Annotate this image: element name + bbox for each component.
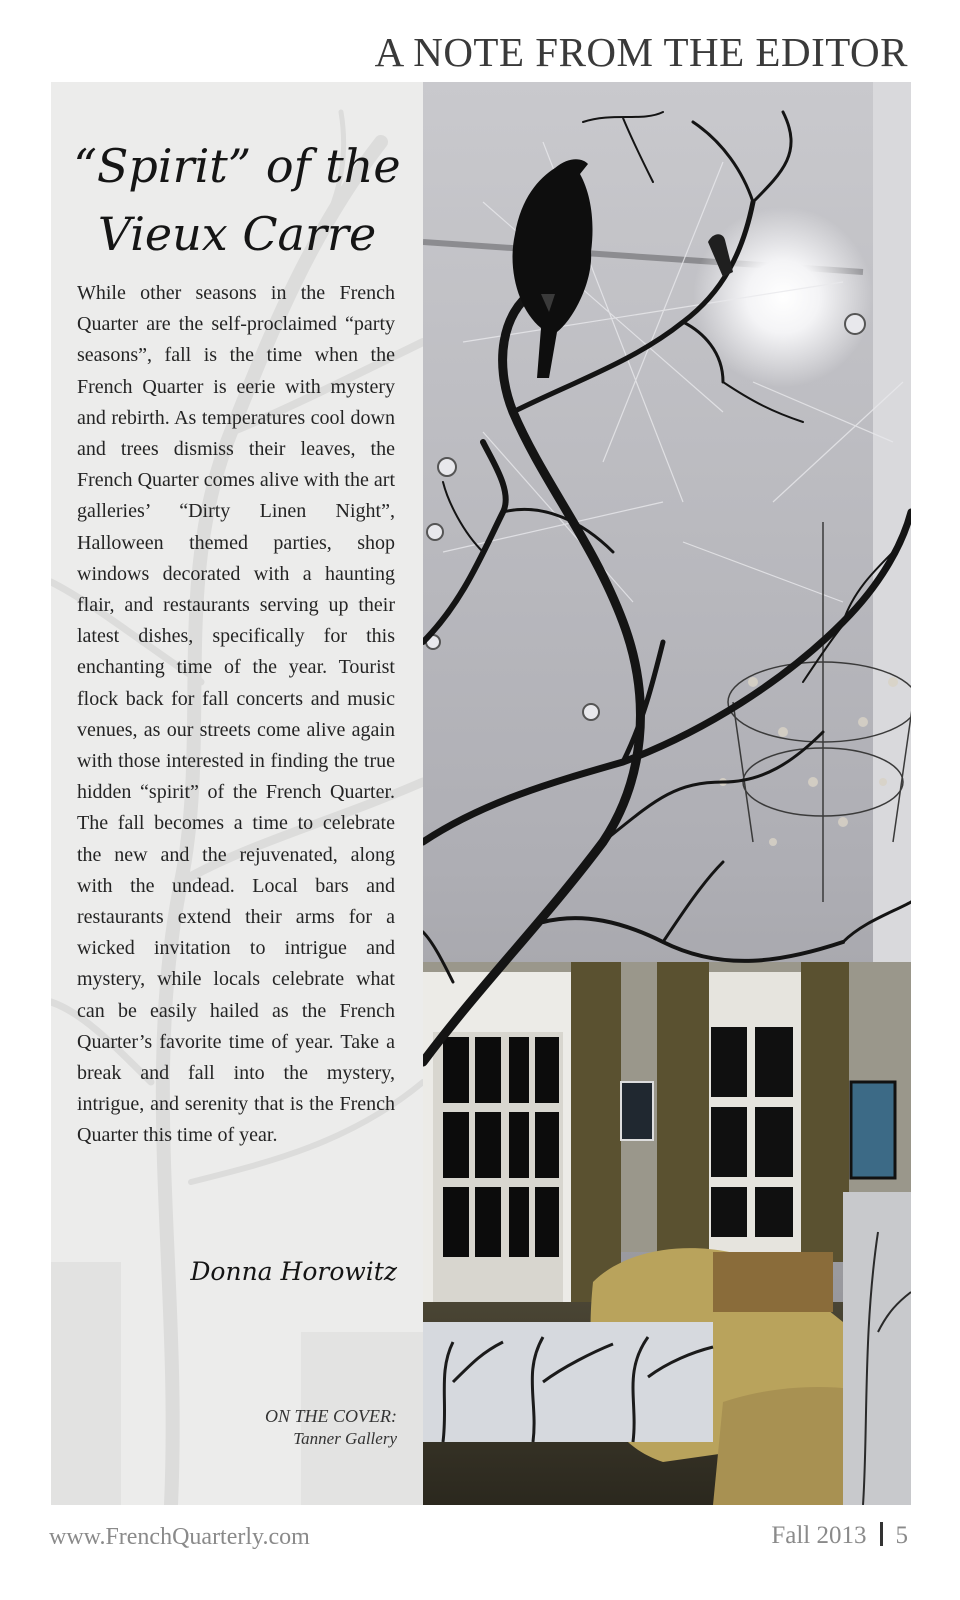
footer-page-number: 5	[895, 1522, 908, 1549]
article-panel	[51, 82, 423, 1505]
cover-credit-name: Tanner Gallery	[293, 1429, 397, 1448]
article-title-line-2: Vieux Carre	[97, 207, 377, 261]
section-header: A NOTE FROM THE EDITOR	[374, 29, 908, 75]
footer-website-link[interactable]: www.FrenchQuarterly.com	[49, 1524, 310, 1550]
article-body: While other seasons in the French Quarter are the self-proclaimed “party seasons”, fall is the time when the French Quarter is eerie with mystery and rebirth. As temperatures cool down and trees dismiss their leaves, the French Quarter comes alive with the art galleries’ “Dirty Linen Night”, Halloween themed parties, shop windows decorated with a haunting flair, and restaurants serving up their latest dishes, specifically for this enchanting time of the year. Tourist flock back for fall concerts and music venues, as our streets come alive again with those interested in finding the true hidden “spirit” of the French Quarter. The fall becomes a time to celebrate the new and the rejuvenated, along with the undead. Local bars and restaurants extend their arms for a wicked invitation to intrigue and mystery, while locals celebrate what can be easily hailed as the French Quarter’s favorite time of year. Take a break and fall into the mystery, intrigue, and serenity that is the French Quarter this time of year.	[77, 282, 395, 1147]
article-title-line-1: “Spirit” of the	[73, 139, 401, 193]
cover-credit	[265, 1404, 397, 1450]
footer-issue-page	[771, 1522, 908, 1550]
gallery-photo	[423, 82, 911, 1505]
editor-signature: Donna Horowitz	[190, 1257, 397, 1286]
footer-issue: Fall 2013	[771, 1522, 867, 1549]
cover-credit-label: ON THE COVER:	[265, 1406, 397, 1426]
footer-divider	[880, 1522, 883, 1546]
article-title	[51, 132, 423, 268]
